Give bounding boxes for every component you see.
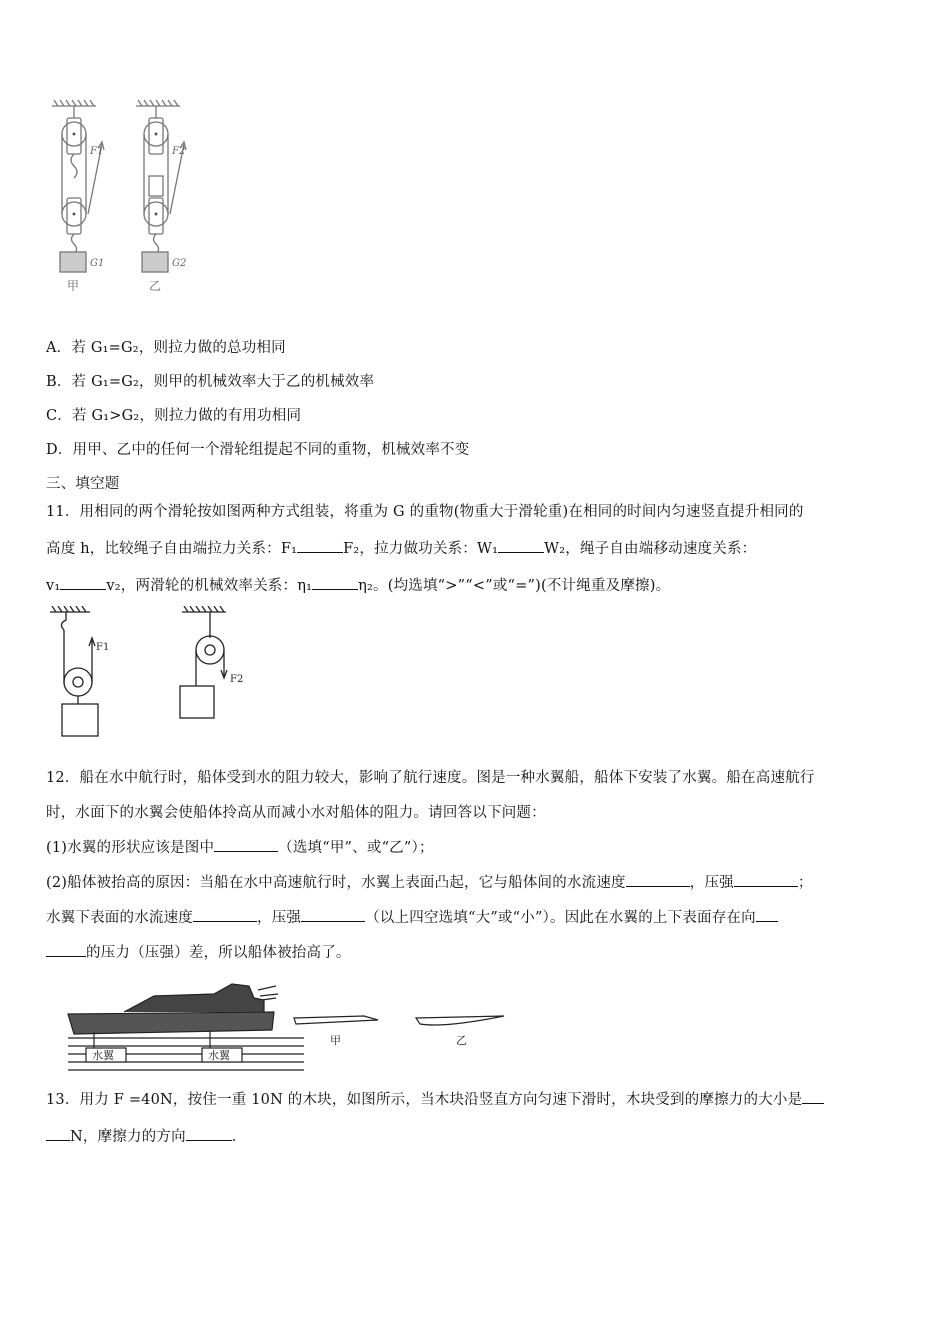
wing-shape-label-jia: 甲: [330, 1034, 341, 1047]
blank-friction-size-part2[interactable]: [46, 1128, 70, 1141]
pulley-figure-q10: [48, 96, 208, 296]
q11-text-f: η₂。(均选填“>”“<”或“=”)(不计绳重及摩擦)。: [358, 578, 671, 594]
q11-force-f1: F1: [96, 642, 110, 653]
q11-text-a: 高度 h，比较绳子自由端拉力关系：F₁: [46, 541, 298, 557]
q11-line3: [46, 574, 670, 595]
blank-eta-relation[interactable]: [312, 577, 358, 590]
q13-text-a: 13．用力 F =40N，按住一重 10N 的木块，如图所示，当木块沿竖直方向匀速下滑时，木块受到的摩擦力的大小是: [46, 1092, 803, 1108]
q11-text-c: W₂，绳子自由端移动速度关系：: [544, 541, 757, 557]
q12-line5: [46, 906, 778, 927]
q13-line1: [46, 1088, 824, 1109]
q12-text-b: （选填“甲”、或“乙”）；: [278, 840, 434, 856]
q13-line2: [46, 1125, 237, 1146]
blank-wing-shape[interactable]: [214, 839, 278, 852]
option-c: C．若 G₁>G₂，则拉力做的有用功相同: [46, 408, 302, 424]
q12-line1: 12．船在水中航行时，船体受到水的阻力较大，影响了航行速度。图是一种水翼船，船体下安装了水翼。船在高速航行: [46, 770, 815, 786]
blank-f-relation[interactable]: [297, 540, 343, 553]
force-label-f2: F2: [172, 146, 186, 157]
wing-shape-label-yi: 乙: [456, 1034, 467, 1047]
q11-line2: [46, 537, 756, 558]
hydrofoil-boat-figure: [64, 976, 514, 1076]
section-title: 三、填空题: [46, 476, 120, 492]
q11-text-b: F₂，拉力做功关系：W₁: [343, 541, 499, 557]
weight-label-g1: G1: [90, 258, 105, 269]
q11-line1: 11．用相同的两个滑轮按如图两种方式组装，将重为 G 的重物(物重大于滑轮重)在相同的时间内匀速竖直提升相同的: [46, 504, 804, 520]
figure-label-yi: 乙: [149, 279, 162, 293]
weight-label-g2: G2: [172, 258, 187, 269]
pulley-figure-q11: [46, 606, 266, 738]
q12-text-c: (2)船体被抬高的原因：当船在水中高速航行时，水翼上表面凸起，它与船体间的水流速度: [46, 875, 626, 891]
q12-text-f: 水翼下表面的水流速度: [46, 910, 193, 926]
q11-text-d: v₁: [46, 578, 61, 594]
option-a: A．若 G₁=G₂，则拉力做的总功相同: [46, 340, 286, 356]
force-label-f1: F1: [90, 146, 104, 157]
q12-text-e: ；: [797, 875, 813, 891]
q12-line3: [46, 836, 434, 857]
blank-upper-pressure[interactable]: [734, 874, 798, 887]
q12-line2: 时，水面下的水翼会使船体拎高从而减小水对船体的阻力。请回答以下问题：: [46, 805, 546, 821]
q12-line4: [46, 871, 813, 892]
blank-lower-speed[interactable]: [193, 909, 257, 922]
blank-force-direction-part1[interactable]: [756, 909, 778, 922]
q12-text-a: (1)水翼的形状应该是图中: [46, 840, 215, 856]
blank-friction-size-part1[interactable]: [802, 1091, 824, 1104]
q12-text-h: （以上四空选填“大”或“小”）。因此在水翼的上下表面存在向: [365, 910, 756, 926]
blank-w-relation[interactable]: [498, 540, 544, 553]
q12-text-d: ，压强: [689, 875, 734, 891]
q12-text-g: ，压强: [257, 910, 302, 926]
wing-label-right: 水翼: [208, 1049, 230, 1062]
blank-upper-speed[interactable]: [626, 874, 690, 887]
blank-force-direction-part2[interactable]: [46, 944, 86, 957]
figure-label-jia: 甲: [67, 279, 80, 293]
option-b: B．若 G₁=G₂，则甲的机械效率大于乙的机械效率: [46, 374, 375, 390]
q12-text-i: 的压力（压强）差，所以船体被抬高了。: [86, 945, 351, 961]
q12-line6: [46, 941, 351, 962]
q13-text-b: N，摩擦力的方向: [70, 1129, 186, 1145]
option-d: D．用甲、乙中的任何一个滑轮组提起不同的重物，机械效率不变: [46, 442, 470, 458]
blank-v-relation[interactable]: [60, 577, 106, 590]
q11-text-e: v₂，两滑轮的机械效率关系：η₁: [106, 578, 313, 594]
blank-lower-pressure[interactable]: [301, 909, 365, 922]
blank-friction-direction[interactable]: [186, 1128, 232, 1141]
q13-text-c: .: [231, 1129, 237, 1145]
q11-force-f2: F2: [230, 674, 244, 685]
wing-label-left: 水翼: [92, 1049, 114, 1062]
